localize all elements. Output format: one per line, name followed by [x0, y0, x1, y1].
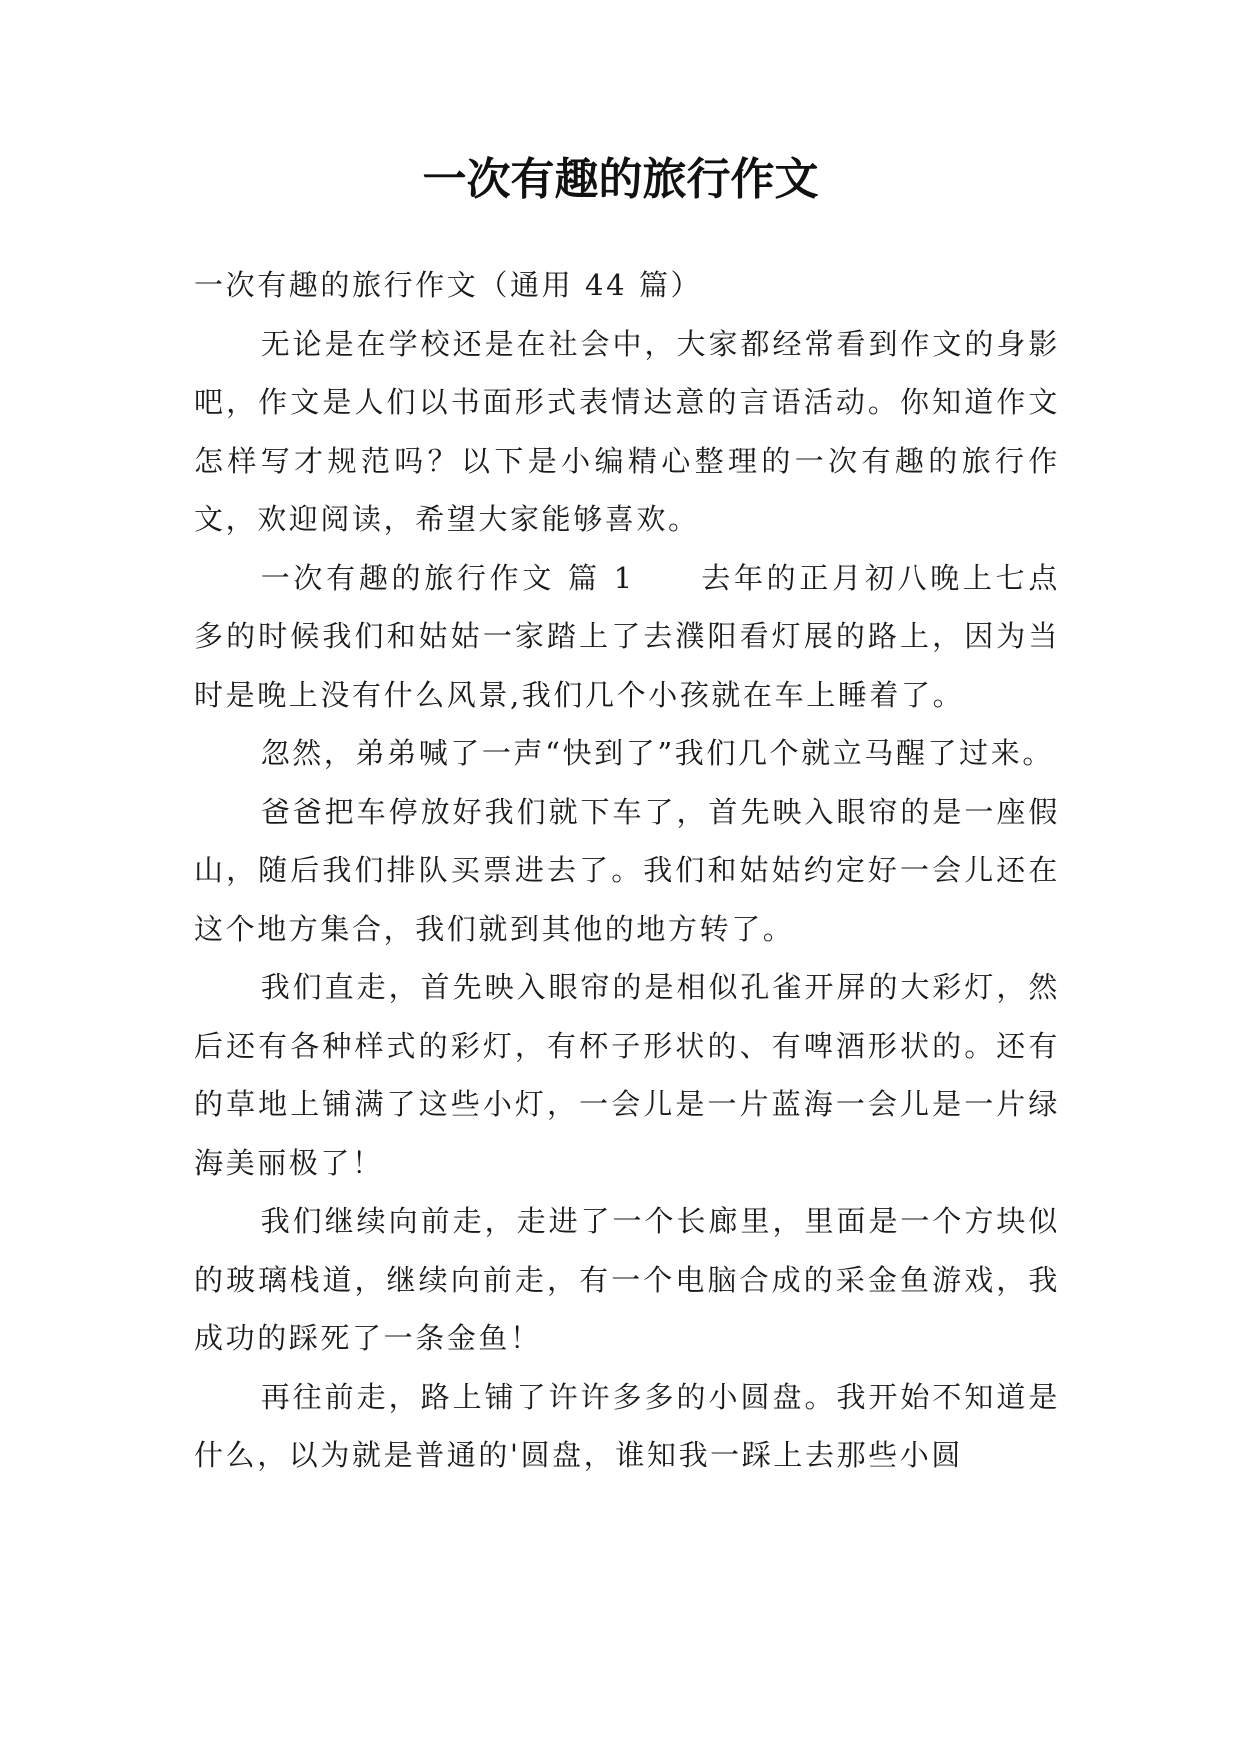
document-subtitle: 一次有趣的旅行作文（通用 44 篇）: [194, 268, 703, 302]
paragraph-corridor: 我们继续向前走，走进了一个长廊里，里面是一个方块似的玻璃栈道，继续向前走，有一个电脑合成的采金鱼游戏，我成功的踩死了一条金鱼！: [194, 1204, 1060, 1355]
paragraph-lanterns: 我们直走，首先映入眼帘的是相似孔雀开屏的大彩灯，然后还有各种样式的彩灯，有杯子形状的、有啤酒形状的。还有的草地上铺满了这些小灯，一会儿是一片蓝海一会儿是一片绿海美丽极了！: [194, 970, 1060, 1180]
paragraph-wake-up: 忽然，弟弟喊了一声“快到了”我们几个就立马醒了过来。: [260, 736, 1054, 770]
document-body: [194, 256, 1060, 1485]
paragraph-chapter-1-start: 一次有趣的旅行作文 篇 1 去年的正月初八晚上七点多的时候我们和姑姑一家踏上了去濮阳看灯展的路上，因为当时是晚上没有什么风景,我们几个小孩就在车上睡着了。: [194, 560, 1060, 712]
paragraph-discs: 再往前走，路上铺了许许多多的小圆盘。我开始不知道是什么，以为就是普通的'圆盘，谁知我一踩上去那些小圆: [194, 1379, 1060, 1472]
document-title: 一次有趣的旅行作文: [422, 154, 819, 205]
paragraph-intro: 无论是在学校还是在社会中，大家都经常看到作文的身影吧，作文是人们以书面形式表情达意的言语活动。你知道作文怎样写才规范吗？以下是小编精心整理的一次有趣的旅行作文，欢迎阅读，希望大家能够喜欢。: [194, 326, 1060, 536]
paragraph-arrival: 爸爸把车停放好我们就下车了，首先映入眼帘的是一座假山，随后我们排队买票进去了。我们和姑姑约定好一会儿还在这个地方集合，我们就到其他的地方转了。: [194, 794, 1060, 946]
